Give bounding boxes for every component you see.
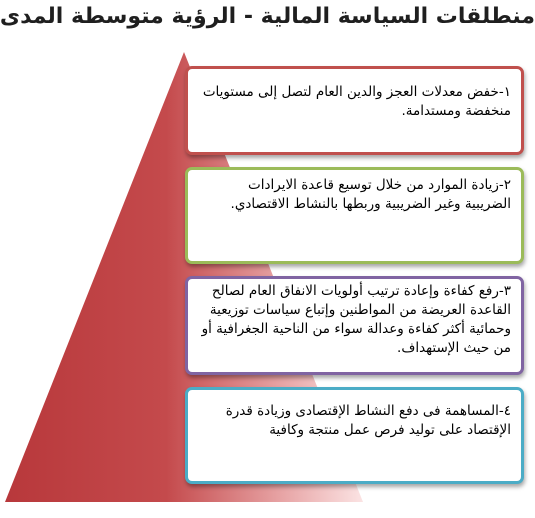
pyramid-item-1-text: ١-خفض معدلات العجز والدين العام لتصل إلى مستويات منخفضة ومستدامة. [202,84,511,119]
pyramid-item-1 [185,66,524,155]
pyramid-item-2 [185,167,524,264]
pyramid-item-4-text: ٤-المساهمة فى دفع النشاط الإقتصادى وزيادة قدرة الإقتصاد على توليد فرص عمل منتجة وكافية [225,403,511,438]
pyramid-item-2-text: ٢-زيادة الموارد من خلال توسيع قاعدة الايرادات الضريبية وغير الضريبية وربطها بالنشاط الاقتصادي. [230,177,511,212]
pyramid-item-4 [185,387,524,484]
pyramid-item-3 [185,276,524,375]
pyramid-item-3-text: ٣-رفع كفاءة وإعادة ترتيب أولويات الانفاق العام لصالح القاعدة العريضة من المواطنين وإتباع سياسات توزيعية وحمائية أكثر كفاءة وعدالة سواء من الناحية الجغرافية أو من حيث الإستهداف. [201,283,511,356]
page-title: منطلقات السياسة المالية - الرؤية متوسطة المدى [0,4,535,29]
